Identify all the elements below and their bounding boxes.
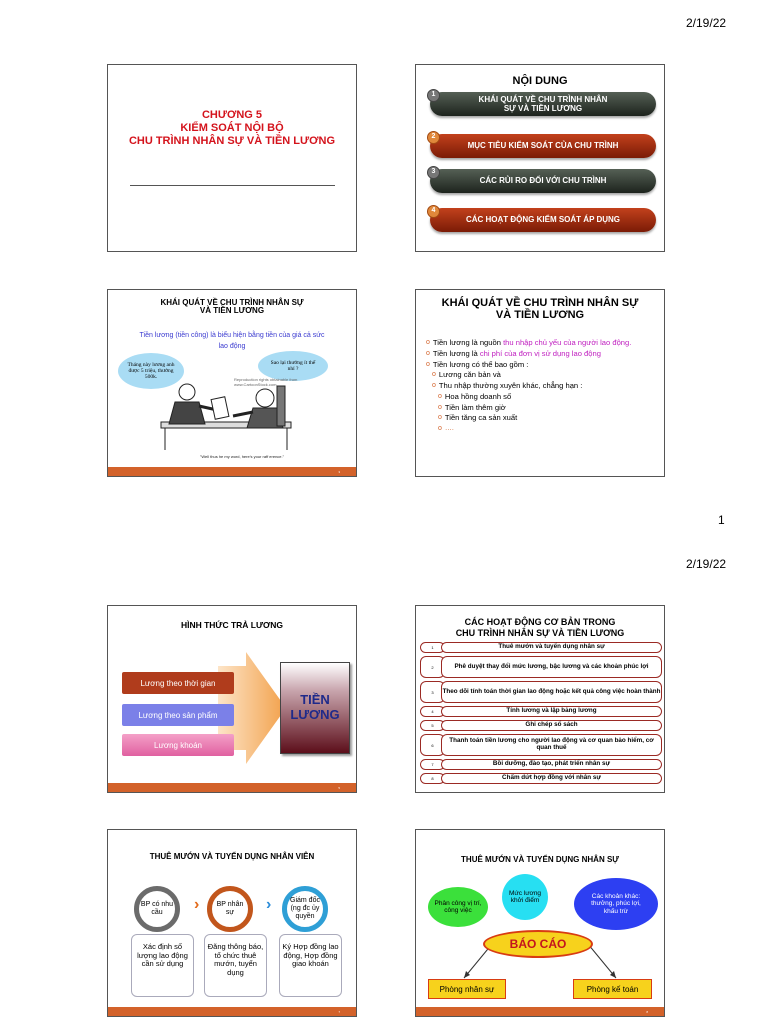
activity-row: Thuê mướn và tuyển dụng nhân sự xyxy=(441,642,662,653)
slide-title xyxy=(416,617,664,639)
activity-row: Bồi dưỡng, đào tạo, phát triển nhân sự xyxy=(441,759,662,770)
slide-title: HÌNH THỨC TRẢ LƯƠNG xyxy=(180,620,284,630)
slide-title: THUÊ MƯỚN VÀ TUYỂN DỤNG NHÂN SỰ xyxy=(461,855,619,864)
step-circle-hr-department: BP nhân sự xyxy=(207,886,253,932)
agenda-label: KHÁI QUÁT VỀ CHU TRÌNH NHÂN SỰ VÀ TIỀN LƯƠNG xyxy=(478,94,608,113)
activity-number: 7 xyxy=(420,759,445,770)
sub-bullet: o Lương căn bản và xyxy=(432,370,501,380)
agenda-number: 3 xyxy=(427,166,440,179)
sub-bullet: o Thu nhập thường xuyên khác, chẳng hạn : xyxy=(432,381,583,391)
chapter-subtitle: KIỂM SOÁT NỘI BỘ xyxy=(180,122,284,135)
agenda-item-4 xyxy=(430,208,656,232)
agenda-item-1 xyxy=(430,92,656,116)
hr-department-box: Phòng nhân sự xyxy=(428,979,506,999)
report-node: BÁO CÁO xyxy=(483,930,593,958)
activity-number: 6 xyxy=(420,734,445,756)
salary-option-contract: Lương khoán xyxy=(122,734,234,756)
slide-4 xyxy=(415,289,665,477)
agenda-item-3 xyxy=(430,169,656,193)
agenda-number: 2 xyxy=(427,131,440,144)
activity-number: 5 xyxy=(420,720,445,731)
cloud-job-assignment: Phân công vị trí, công việc xyxy=(428,887,488,927)
step-description-2: Đăng thông báo, tổ chức thuê mướn, tuyển dụng xyxy=(204,934,267,997)
activity-row: Ghi chép sổ sách xyxy=(441,720,662,731)
slide-title: KHÁI QUÁT VỀ CHU TRÌNH NHÂN SỰ VÀ TIỀN LƯƠNG xyxy=(160,298,304,316)
definition-text: Tiền lương (tiền công) là biểu hiện bằng tiền của giá cả sức lao động xyxy=(139,332,325,350)
slide-3 xyxy=(107,289,357,477)
activity-row: Theo dõi tính toán thời gian lao động hoặc kết quả công việc hoàn thành xyxy=(441,681,662,703)
slide-6 xyxy=(415,605,665,793)
agenda-label: CÁC RỦI RO ĐỐI VỚI CHU TRÌNH xyxy=(479,176,607,186)
salary-option-product: Lương theo sản phẩm xyxy=(122,704,234,726)
page-date: 2/19/22 xyxy=(686,16,727,30)
slide-number: 5 xyxy=(338,786,340,790)
slide-number: 8 xyxy=(646,1010,648,1014)
slide-footer xyxy=(108,467,356,476)
activity-row: Tính lương và lập bảng lương xyxy=(441,706,662,717)
agenda-number: 4 xyxy=(427,205,440,218)
page-number: 1 xyxy=(718,513,725,527)
slide-title: NỘI DUNG xyxy=(512,75,568,87)
watermark-text: Reproduction rights obtainable from www.CartoonStock.com xyxy=(234,377,298,387)
sub-sub-bullet: o Tiền làm thêm giờ xyxy=(438,402,506,412)
accounting-department-box: Phòng kế toán xyxy=(573,979,652,999)
activity-number: 1 xyxy=(420,642,445,653)
speech-bubble-left: Tháng này lương anh được 5 triệu, thưởng 500k. xyxy=(118,353,184,389)
activity-row: Chấm dứt hợp đồng với nhân sự xyxy=(441,773,662,784)
result-line-1: TIỀN xyxy=(300,692,330,708)
salary-option-time: Lương theo thời gian xyxy=(122,672,234,694)
title-line-1: CÁC HOẠT ĐỘNG CƠ BẢN TRONG xyxy=(464,617,616,627)
activity-number: 4 xyxy=(420,706,445,717)
bullet: o Tiền lương là nguồn thu nhập chủ yếu của người lao động. xyxy=(426,338,632,347)
slide-number: 3 xyxy=(338,470,340,474)
cartoon-illustration xyxy=(153,377,313,452)
step-description-3: Ký Hợp đồng lao động, Hợp đồng giao khoán xyxy=(279,934,342,997)
cartoon-caption: "Well thus he my word, here's your raff erence." xyxy=(199,454,285,459)
chapter-topic: CHU TRÌNH NHÂN SỰ VÀ TIỀN LƯƠNG xyxy=(128,135,336,148)
step-description-1: Xác định số lượng lao động cần sử dụng xyxy=(131,934,194,997)
activity-row: Thanh toán tiền lương cho người lao động và cơ quan bảo hiểm, cơ quan thuế xyxy=(441,734,662,756)
agenda-label: CÁC HOẠT ĐỘNG KIỂM SOÁT ÁP DỤNG xyxy=(465,215,621,225)
agenda-item-2 xyxy=(430,134,656,158)
slide-1 xyxy=(107,64,357,252)
slide-title: KHÁI QUÁT VỀ CHU TRÌNH NHÂN SỰ VÀ TIỀN LƯƠNG xyxy=(441,297,639,321)
slide-5 xyxy=(107,605,357,793)
bullet: o Tiền lương có thể bao gồm : xyxy=(426,359,529,369)
activity-row: Phê duyệt thay đổi mức lương, bậc lương và các khoản phúc lợi xyxy=(441,656,662,678)
sub-sub-bullet: o Tiền tăng ca sản xuất xyxy=(438,413,518,423)
chevron-right-icon: › xyxy=(194,896,200,913)
slide-footer xyxy=(108,1007,356,1016)
slide-title xyxy=(108,109,356,149)
divider xyxy=(130,185,335,186)
slide-2 xyxy=(415,64,665,252)
cloud-starting-salary: Mức lương khởi điểm xyxy=(502,874,548,920)
speech-bubble-right: Sao lại thưởng ít thế nhỉ ? xyxy=(258,351,328,381)
step-circle-requesting-department: BP có nhu cầu xyxy=(134,886,180,932)
activity-number: 8 xyxy=(420,773,445,784)
sub-sub-bullet: o Hoa hồng doanh số xyxy=(438,391,512,401)
agenda-label: MỤC TIÊU KIỂM SOÁT CỦA CHU TRÌNH xyxy=(467,141,619,151)
slide-7 xyxy=(107,829,357,1017)
page-date: 2/19/22 xyxy=(686,557,727,571)
slide-footer xyxy=(416,1007,664,1016)
result-line-2: LƯƠNG xyxy=(290,707,340,722)
bullet-list xyxy=(426,338,656,434)
agenda-number: 1 xyxy=(427,89,440,102)
cloud-other-benefits: Các khoản khác: thưởng, phúc lợi, khấu trừ xyxy=(574,878,658,930)
activity-number: 3 xyxy=(420,681,445,703)
chapter-label: CHƯƠNG 5 xyxy=(201,109,263,121)
chevron-right-icon: › xyxy=(266,896,272,913)
title-line-2: CHU TRÌNH NHÂN SỰ VÀ TIỀN LƯƠNG xyxy=(455,627,625,638)
sub-sub-bullet: o …. xyxy=(438,425,454,433)
slide-8 xyxy=(415,829,665,1017)
activity-number: 2 xyxy=(420,656,445,678)
result-box xyxy=(280,662,350,754)
slide-number: 7 xyxy=(338,1010,340,1014)
bullet: o Tiền lương là chi phí của đơn vị sử dụng lao động xyxy=(426,348,601,358)
step-circle-director: Giám đốc (ng đc ủy quyền xyxy=(282,886,328,932)
slide-title: THUÊ MƯỚN VÀ TUYỂN DỤNG NHÂN VIÊN xyxy=(149,852,315,861)
slide-footer xyxy=(108,783,356,792)
